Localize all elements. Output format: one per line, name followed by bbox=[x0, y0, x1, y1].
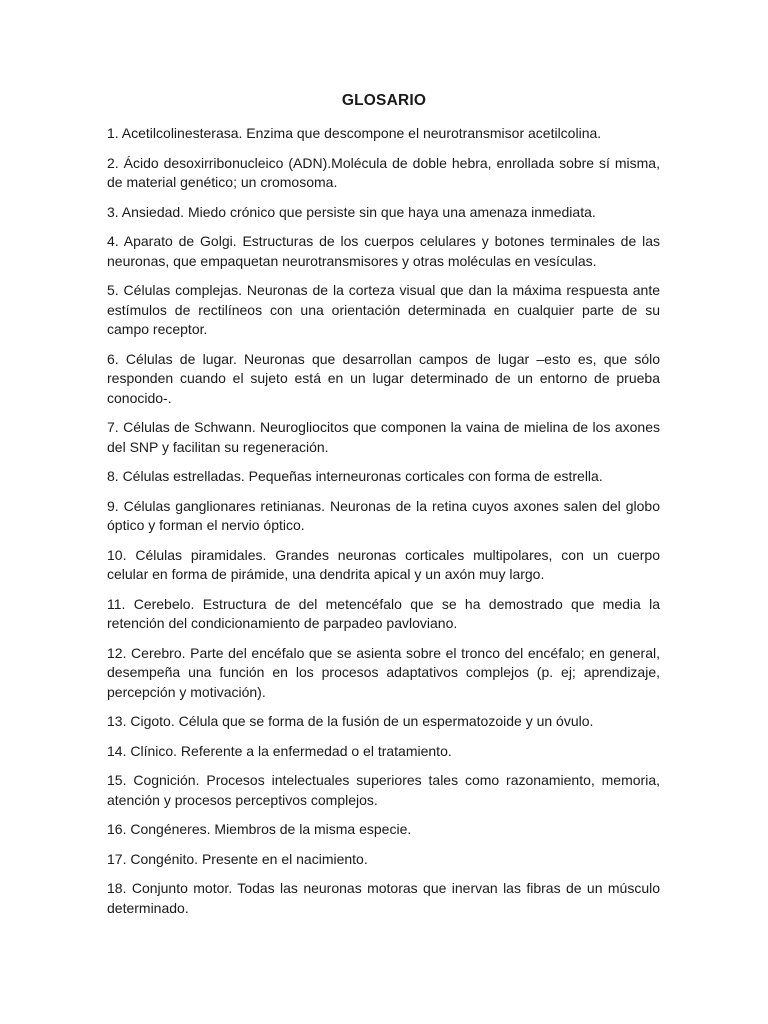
glossary-entry: 9. Células ganglionares retinianas. Neuronas de la retina cuyos axones salen del globo óptico y forman el nervio óptico. bbox=[107, 497, 660, 533]
glossary-entry: 15. Cognición. Procesos intelectuales superiores tales como razonamiento, memoria, atención y procesos perceptivos complejos. bbox=[107, 772, 660, 808]
glossary-entry: 16. Congéneres. Miembros de la misma especie. bbox=[107, 821, 412, 837]
glossary-entry: 14. Clínico. Referente a la enfermedad o el tratamiento. bbox=[107, 742, 452, 759]
glossary-entry: 12. Cerebro. Parte del encéfalo que se asienta sobre el tronco del encéfalo; en general, desempeña una función en los procesos adaptativos complejos (p. ej; aprendizaje, percepción y motivación). bbox=[107, 644, 660, 700]
glossary-entry: 2. Ácido desoxirribonucleico (ADN).Molécula de doble hebra, enrollada sobre sí misma, de material genético; un cromosoma. bbox=[107, 154, 660, 190]
glossary-entry: 8. Células estrelladas. Pequeñas interneuronas corticales con forma de estrella. bbox=[107, 468, 603, 484]
glossary-entry: 18. Conjunto motor. Todas las neuronas motoras que inervan las fibras de un músculo determinado. bbox=[107, 880, 660, 916]
glossary-entry: 4. Aparato de Golgi. Estructuras de los cuerpos celulares y botones terminales de las neuronas, que empaquetan neurotransmisores y otras moléculas en vesículas. bbox=[107, 233, 660, 269]
glossary-entry: 7. Células de Schwann. Neurogliocitos que componen la vaina de mielina de los axones del SNP y facilitan su regeneración. bbox=[107, 419, 660, 455]
glossary-entry: 1. Acetilcolinesterasa. Enzima que descompone el neurotransmisor acetilcolina. bbox=[107, 125, 602, 141]
glossary-list bbox=[107, 124, 660, 928]
glossary-entry: 11. Cerebelo. Estructura de del metencéfalo que se ha demostrado que media la retención del condicionamiento de parpadeo pavloviano. bbox=[107, 595, 660, 631]
glossary-entry: 6. Células de lugar. Neuronas que desarrollan campos de lugar –esto es, que sólo responden cuando el sujeto está en un lugar determinado de un entorno de prueba conocido-. bbox=[107, 350, 660, 406]
glossary-entry: 5. Células complejas. Neuronas de la corteza visual que dan la máxima respuesta ante estímulos de rectilíneos con una orientación determinada en cualquier parte de su campo receptor. bbox=[107, 282, 660, 337]
glossary-entry: 3. Ansiedad. Miedo crónico que persiste sin que haya una amenaza inmediata. bbox=[107, 203, 596, 220]
glossary-entry: 10. Células piramidales. Grandes neuronas corticales multipolares, con un cuerpo celular en forma de pirámide, una dendrita apical y un axón muy largo. bbox=[107, 546, 660, 582]
glossary-entry: 17. Congénito. Presente en el nacimiento. bbox=[107, 850, 368, 867]
page-title: GLOSARIO bbox=[341, 92, 427, 109]
glossary-entry: 13. Cigoto. Célula que se forma de la fusión de un espermatozoide y un óvulo. bbox=[107, 713, 594, 729]
